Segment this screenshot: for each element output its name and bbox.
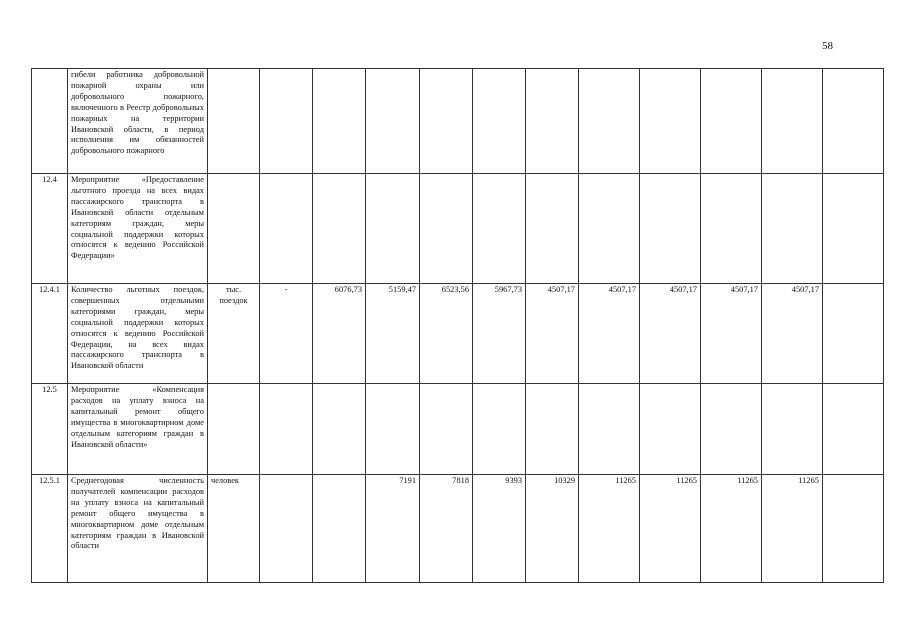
row-value [701,384,762,475]
row-value: 5967,73 [473,284,526,384]
row-description: Мероприятие «Предоставление льготного проезда на всех видах пассажирского транспорта в Ивановской области отдельным категориям граждан, меры социальной поддержки которых относятся к ведению Российской Федерации» [68,174,208,284]
row-value [823,475,884,583]
row-unit: человек [208,475,260,583]
row-value: 6076,73 [313,284,366,384]
row-value: 7818 [420,475,473,583]
row-value: 4507,17 [526,284,579,384]
row-number [32,69,68,174]
row-value [473,174,526,284]
row-description: Количество льготных поездок, совершенных отдельными категориями граждан, меры социальной поддержки которых относятся к ведению Российской Федерации, на всех видах пассажирского транспорта в Ивановской области [68,284,208,384]
row-number: 12.5 [32,384,68,475]
row-value [260,174,313,284]
row-value [640,174,701,284]
row-value [640,384,701,475]
table-row [32,174,884,284]
row-value [366,69,420,174]
row-value: 11265 [701,475,762,583]
indicators-table [31,68,884,583]
row-value [640,69,701,174]
row-value [762,384,823,475]
row-unit [208,384,260,475]
row-description: Среднегодовая численность получателей компенсации расходов на уплату взноса на капитальный ремонт общего имущества в многоквартирном доме отдельным категориям граждан в Ивановской области [68,475,208,583]
row-value [473,69,526,174]
row-value [260,384,313,475]
row-value [579,69,640,174]
table-row [32,284,884,384]
row-value [823,284,884,384]
row-description: Мероприятие «Компенсация расходов на уплату взноса на капитальный ремонт общего имущества в многоквартирном доме отдельным категориям граждан в Ивановской области» [68,384,208,475]
row-value [823,69,884,174]
row-value: 9393 [473,475,526,583]
table-row [32,69,884,174]
row-value [420,384,473,475]
row-value [366,384,420,475]
row-value [473,384,526,475]
row-value [701,69,762,174]
row-value [313,384,366,475]
row-value [762,69,823,174]
row-unit [208,69,260,174]
row-value: 10329 [526,475,579,583]
row-value: 4507,17 [640,284,701,384]
row-value: 11265 [579,475,640,583]
row-value: 11265 [640,475,701,583]
row-value: - [260,284,313,384]
row-value [823,174,884,284]
row-value: 4507,17 [701,284,762,384]
row-description: гибели работника добровольной пожарной охраны или добровольного пожарного, включенного в Реестр добровольных пожарных на территории Ивановской области, в период исполнения им обязанностей добровольного пожарного [68,69,208,174]
row-number: 12.4.1 [32,284,68,384]
row-value [526,69,579,174]
row-value: 4507,17 [579,284,640,384]
row-value [313,174,366,284]
row-number: 12.4 [32,174,68,284]
page-number: 58 [822,40,833,52]
row-value [420,69,473,174]
row-value [579,384,640,475]
row-value [366,174,420,284]
row-value: 11265 [762,475,823,583]
row-value [420,174,473,284]
row-value [762,174,823,284]
row-number: 12.5.1 [32,475,68,583]
table-row [32,384,884,475]
row-value [313,69,366,174]
row-value [823,384,884,475]
row-value [701,174,762,284]
row-value [579,174,640,284]
row-value [313,475,366,583]
row-unit [208,174,260,284]
row-value: 5159,47 [366,284,420,384]
table-row [32,475,884,583]
row-value: 4507,17 [762,284,823,384]
row-value [526,174,579,284]
row-unit: тыс. поездок [208,284,260,384]
row-value: 7191 [366,475,420,583]
row-value [260,69,313,174]
row-value [526,384,579,475]
row-value [260,475,313,583]
row-value: 6523,56 [420,284,473,384]
